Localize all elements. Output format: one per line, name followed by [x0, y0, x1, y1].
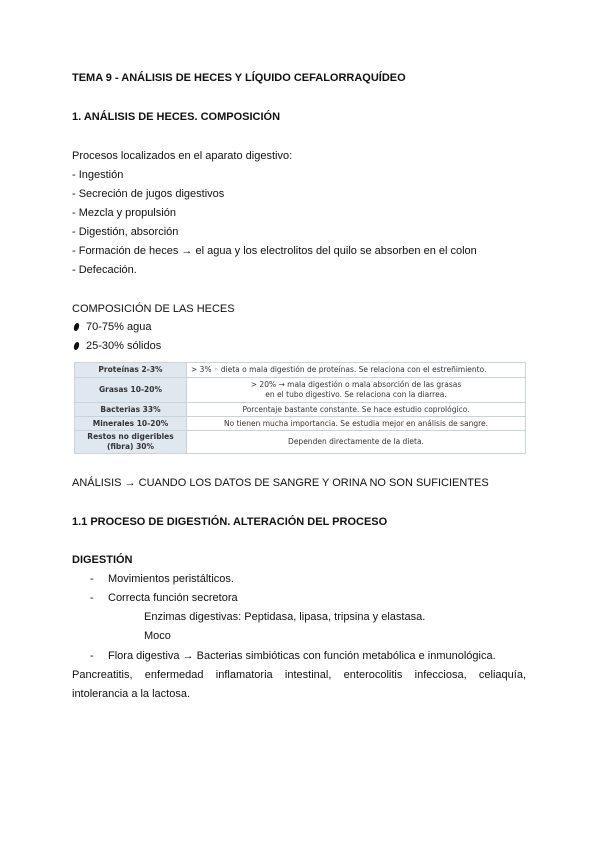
- table-row: [75, 378, 526, 403]
- table-row: [75, 417, 526, 431]
- enzymes-line: Enzimas digestivas: Peptidasa, lipasa, tripsina y elastasa.: [144, 611, 426, 623]
- table-row: [75, 363, 526, 378]
- analysis-line: ANÁLISIS → CUANDO LOS DATOS DE SANGRE Y ORINA NO SON SUFICIENTES: [72, 477, 489, 489]
- process-item: - Digestión, absorción: [72, 226, 179, 238]
- table-row-label: Minerales 10-20%: [75, 417, 187, 431]
- process-item: - Mezcla y propulsión: [72, 207, 176, 219]
- table-row-label: Restos no digeribles: [87, 432, 174, 441]
- bullet-icon: [73, 342, 80, 350]
- table-row-desc-cell: [187, 378, 526, 403]
- processes-intro: Procesos localizados en el aparato digestivo:: [72, 150, 293, 162]
- composition-bullet: 25-30% sólidos: [86, 340, 162, 352]
- table-row-desc: > 20% → mala digestión o mala absorción de las grasas: [250, 380, 462, 389]
- process-item: - Ingestión: [72, 169, 124, 181]
- table-row-label: Bacterias 33%: [75, 403, 187, 417]
- table-row-desc: No tienen mucha importancia. Se estudia mejor en análisis de sangre.: [187, 417, 526, 431]
- digestion-item: Movimientos peristálticos.: [108, 573, 234, 585]
- section-heading-1-1: 1.1 PROCESO DE DIGESTIÓN. ALTERACIÓN DEL PROCESO: [72, 516, 388, 528]
- flora-line: Flora digestiva → Bacterias simbióticas con función metabólica e inmunológica.: [108, 650, 496, 662]
- table-row-desc: > 3% ◦ dieta o mala digestión de proteínas. Se relaciona con el estreñimiento.: [187, 363, 526, 378]
- process-item: - Secreción de jugos digestivos: [72, 188, 225, 200]
- dash-marker: -: [90, 592, 94, 604]
- digestion-item: Correcta función secretora: [108, 592, 238, 604]
- table-row-label: (fibra) 30%: [106, 442, 155, 451]
- table-row-label: Proteínas 2-3%: [75, 363, 187, 378]
- table-row-desc: Dependen directamente de la dieta.: [187, 431, 526, 454]
- diseases-line: Pancreatitis, enfermedad inflamatoria intestinal, enterocolitis infecciosa, celiaquía,: [72, 669, 526, 681]
- table-row: [75, 431, 526, 454]
- bullet-icon: [73, 323, 80, 331]
- section-heading-1: 1. ANÁLISIS DE HECES. COMPOSICIÓN: [72, 111, 281, 123]
- process-item: - Defecación.: [72, 264, 137, 276]
- table-row: [75, 403, 526, 417]
- composition-heading: COMPOSICIÓN DE LAS HECES: [72, 303, 235, 315]
- dash-marker: -: [90, 573, 94, 585]
- diseases-line: intolerancia a la lactosa.: [72, 688, 191, 700]
- digestion-heading: DIGESTIÓN: [72, 554, 133, 566]
- composition-bullet: 70-75% agua: [86, 321, 152, 333]
- table-row-label: Grasas 10-20%: [75, 378, 187, 403]
- table-row-label-cell: [75, 431, 187, 454]
- dash-marker: -: [90, 650, 94, 662]
- composition-table: [74, 362, 526, 454]
- table-row-desc: Porcentaje bastante constante. Se hace estudio coprológico.: [187, 403, 526, 417]
- table-row-desc: en el tubo digestivo. Se relaciona con la diarrea.: [265, 390, 447, 399]
- moco-line: Moco: [144, 630, 171, 642]
- process-item: - Formación de heces → el agua y los electrolitos del quilo se absorben en el colon: [72, 245, 477, 257]
- document-title: TEMA 9 - ANÁLISIS DE HECES Y LÍQUIDO CEFALORRAQUÍDEO: [72, 72, 406, 84]
